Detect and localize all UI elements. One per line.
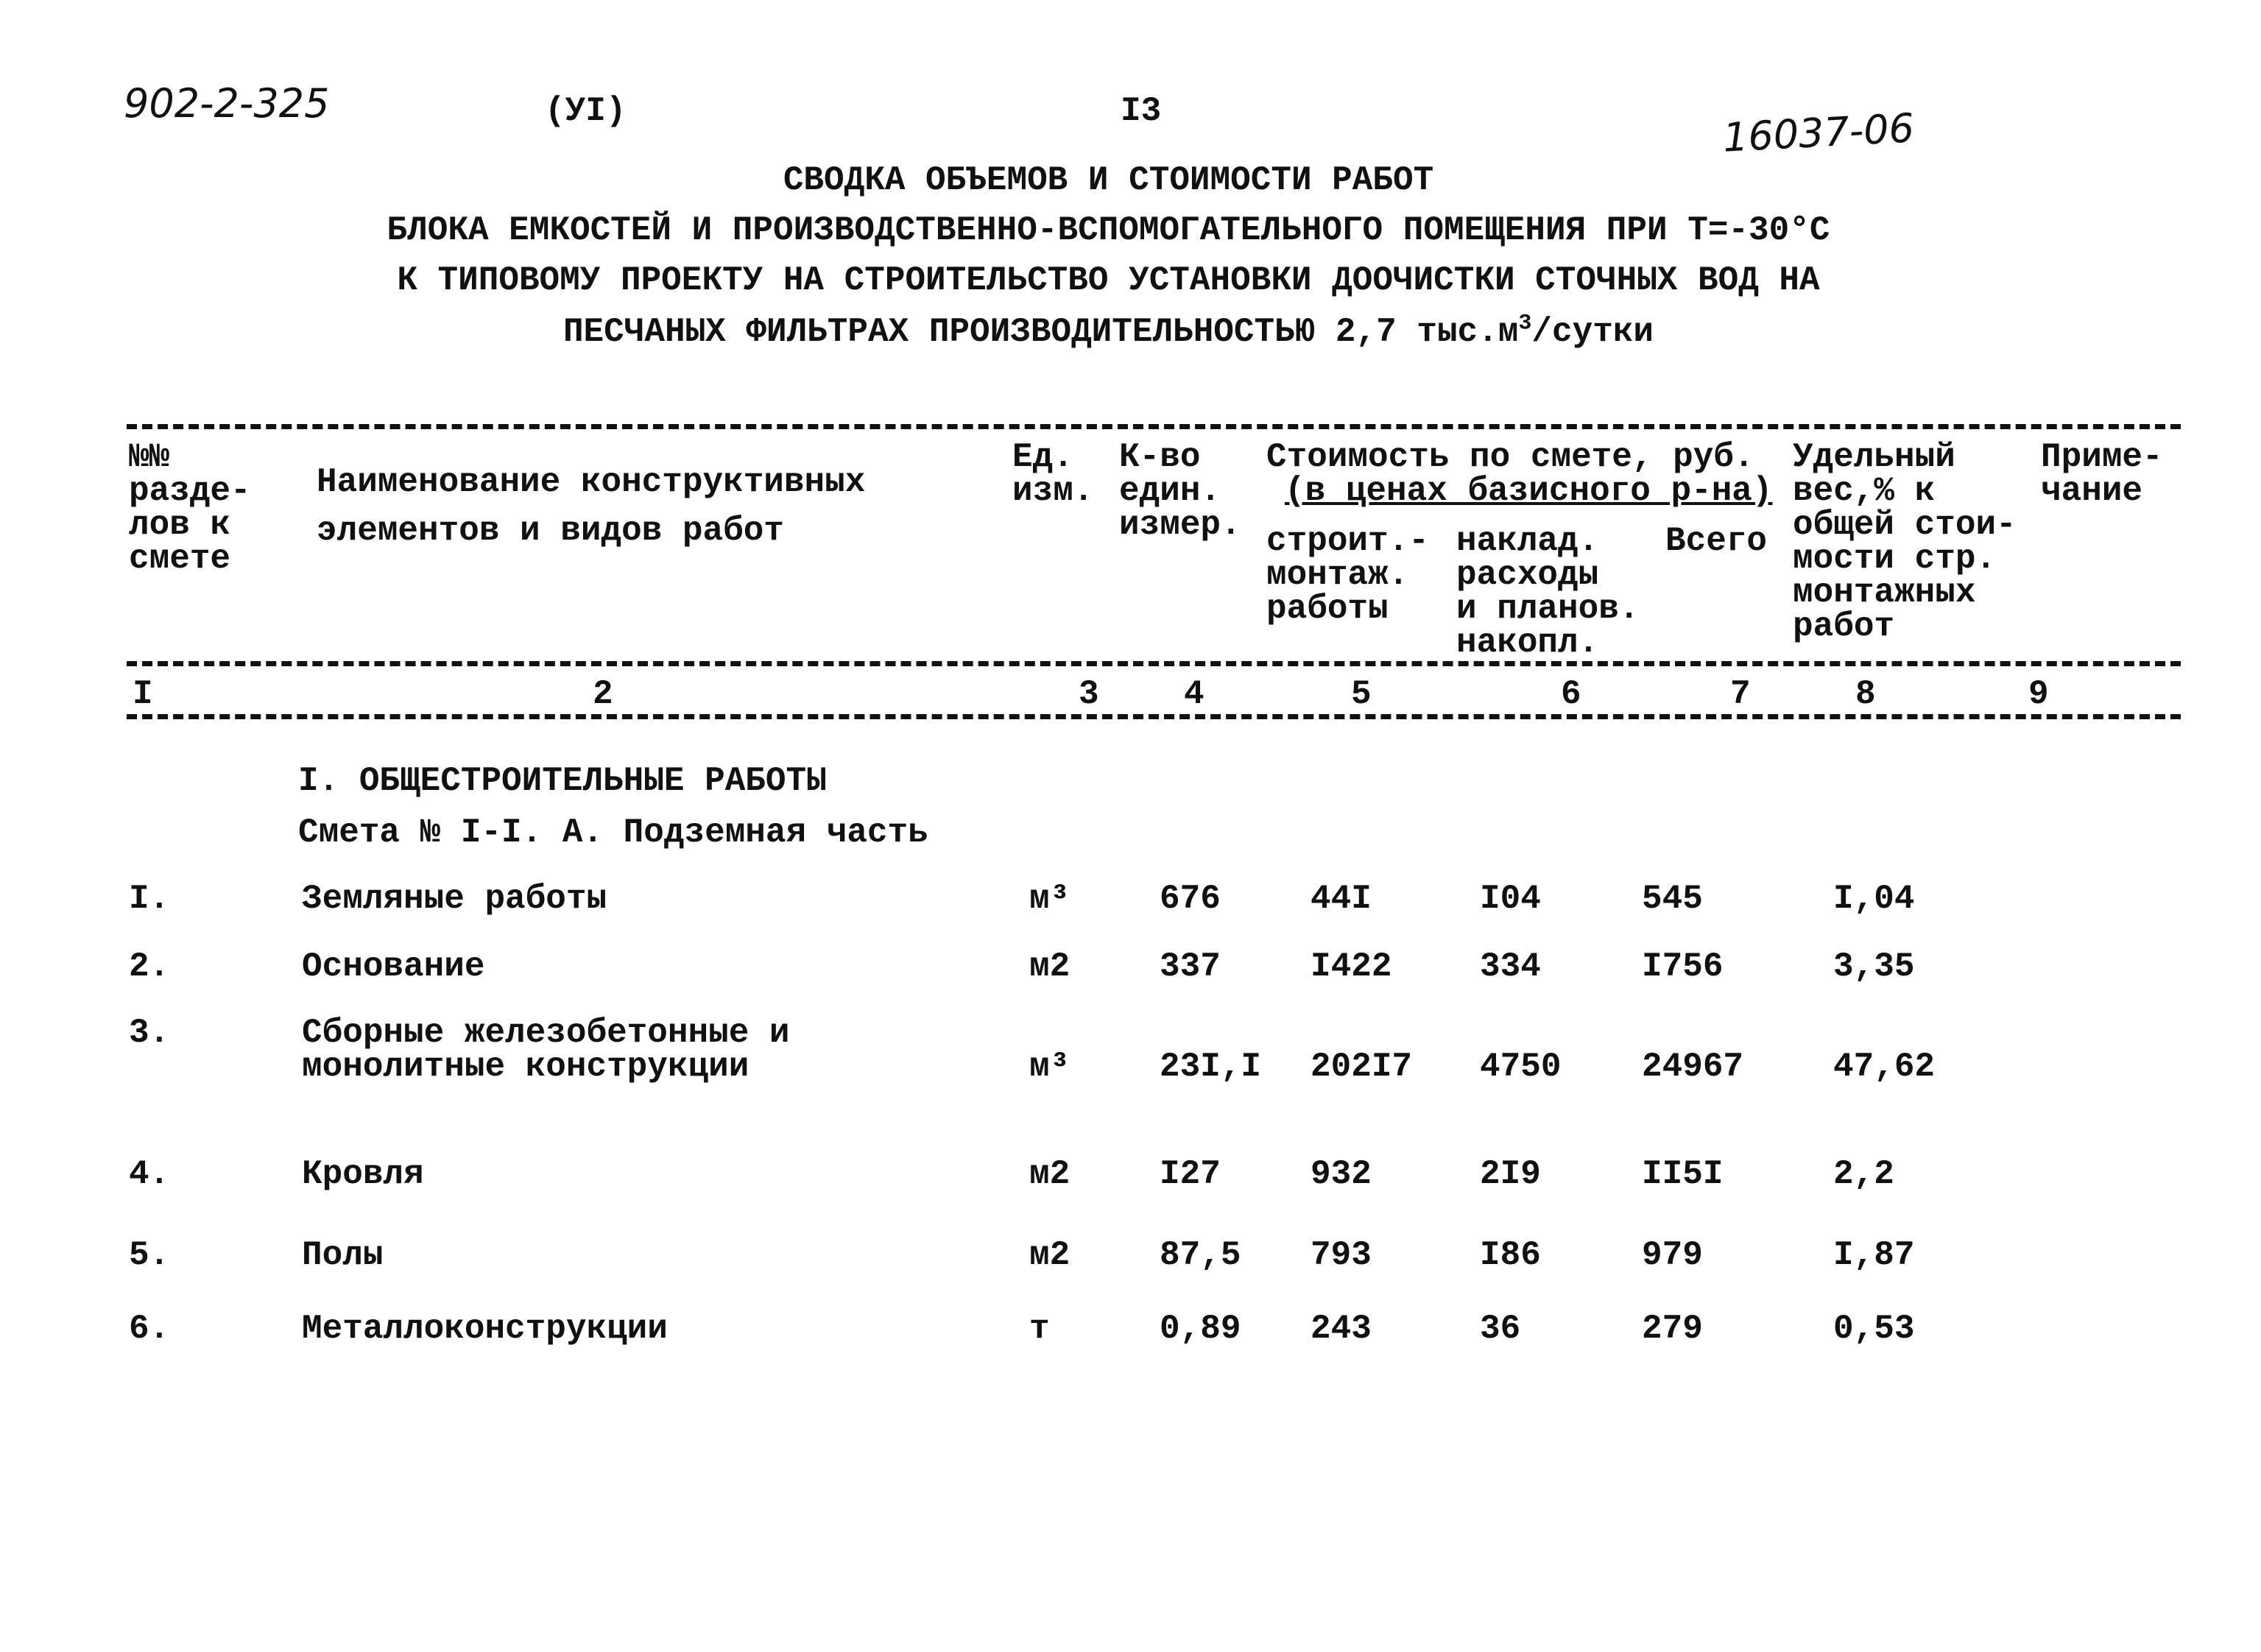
col-number: 7 <box>1730 675 1751 713</box>
cell-num: 2. <box>129 947 170 986</box>
cell-smr: 793 <box>1311 1236 1372 1274</box>
divider <box>127 661 2181 666</box>
cell-total: 545 <box>1642 880 1703 918</box>
divider <box>127 714 2181 719</box>
cell-name: Полы <box>302 1236 384 1274</box>
cell-name: Металлоконструкции <box>302 1310 668 1348</box>
cell-qty: 0,89 <box>1160 1310 1241 1348</box>
cell-total: II5I <box>1642 1155 1724 1193</box>
cell-smr: I422 <box>1311 947 1392 986</box>
cell-unit: м2 <box>1029 1236 1070 1274</box>
cell-overhead: I86 <box>1480 1236 1541 1274</box>
cell-overhead: 2I9 <box>1480 1155 1541 1193</box>
volume-label: (УI) <box>545 92 627 130</box>
cell-num: 6. <box>129 1310 170 1348</box>
cell-overhead: 36 <box>1480 1310 1521 1348</box>
cell-share: I,87 <box>1833 1236 1915 1274</box>
cell-num: 5. <box>129 1236 170 1274</box>
divider <box>127 424 2181 429</box>
cell-num: 4. <box>129 1155 170 1193</box>
col-number: 3 <box>1079 675 1099 713</box>
inventory-number: 16037-06 <box>1721 105 1916 161</box>
col-header-total: Всего <box>1665 522 1768 560</box>
cell-name: Кровля <box>302 1155 424 1193</box>
cell-overhead: 4750 <box>1480 1048 1562 1086</box>
cell-name: Основание <box>302 947 485 986</box>
col-header-qty: К-во един. измер. <box>1119 438 1241 544</box>
col-number: 8 <box>1855 675 1876 713</box>
title-line-2: БЛОКА ЕМКОСТЕЙ И ПРОИЗВОДСТВЕННО-ВСПОМОГАТЕЛЬНОГО ПОМЕЩЕНИЯ ПРИ Т=-30°С <box>387 211 1830 250</box>
section-title: I. ОБЩЕСТРОИТЕЛЬНЫЕ РАБОТЫ <box>298 762 827 800</box>
cell-overhead: 334 <box>1480 947 1541 986</box>
cell-smr: 243 <box>1311 1310 1372 1348</box>
col-header-cost-subgroup: (в ценах базисного р-на) <box>1285 472 1773 510</box>
col-header-section: №№ разде- лов к смете <box>129 438 251 578</box>
cell-total: 279 <box>1642 1310 1703 1348</box>
cell-share: 47,62 <box>1833 1048 1936 1086</box>
col-header-name: Наименование конструктивных элементов и видов работ <box>317 463 866 550</box>
title-line-4-text: ПЕСЧАНЫХ ФИЛЬТРАХ ПРОИЗВОДИТЕЛЬНОСТЬЮ 2,7 тыс.м <box>562 313 1519 351</box>
col-number: 2 <box>593 675 613 713</box>
cell-unit: м³ <box>1029 1048 1070 1086</box>
col-header-smr: строит.- монтаж. работы <box>1266 522 1429 628</box>
cell-qty: I27 <box>1160 1155 1221 1193</box>
cell-name: Земляные работы <box>302 880 607 918</box>
col-header-share: Удельный вес,% к общей стои- мости стр. монтажных работ <box>1793 438 2017 646</box>
col-number: 4 <box>1184 675 1204 713</box>
cell-smr: 932 <box>1311 1155 1372 1193</box>
col-header-overhead: наклад. расходы и планов. накопл. <box>1456 522 1640 662</box>
cell-total: 979 <box>1642 1236 1703 1274</box>
title-line-4 <box>0 311 2239 351</box>
cell-unit: м2 <box>1029 1155 1070 1193</box>
col-number: 6 <box>1561 675 1581 713</box>
cell-unit: м2 <box>1029 947 1070 986</box>
cell-qty: 676 <box>1160 880 1221 918</box>
cell-num: I. <box>129 880 170 918</box>
cell-share: I,04 <box>1833 880 1915 918</box>
col-header-note: Приме- чание <box>2041 438 2163 510</box>
cell-total: 24967 <box>1642 1048 1744 1086</box>
cell-smr: 202I7 <box>1311 1048 1413 1086</box>
page-number: I3 <box>1121 92 1162 130</box>
title-line-4-unit: /сутки <box>1531 313 1654 351</box>
cell-smr: 44I <box>1311 880 1372 918</box>
col-number: 9 <box>2028 675 2049 713</box>
col-header-unit: Ед. изм. <box>1012 438 1094 510</box>
section-subtitle: Смета № I-I. А. Подземная часть <box>298 813 928 852</box>
cell-name: Сборные железобетонные и монолитные конструкции <box>302 1014 790 1086</box>
title-line-1: СВОДКА ОБЪЕМОВ И СТОИМОСТИ РАБОТ <box>783 161 1434 200</box>
cell-qty: 337 <box>1160 947 1221 986</box>
col-number: 5 <box>1351 675 1372 713</box>
col-header-cost-group: Стоимость по смете, руб. <box>1266 438 1754 476</box>
cell-num: 3. <box>129 1014 170 1052</box>
cell-unit: т <box>1029 1310 1050 1348</box>
col-number: I <box>133 675 153 713</box>
doc-code: 902-2-325 <box>124 80 330 127</box>
cell-qty: 87,5 <box>1160 1236 1241 1274</box>
superscript: 3 <box>1518 311 1532 336</box>
cell-unit: м³ <box>1029 880 1070 918</box>
cell-share: 3,35 <box>1833 947 1915 986</box>
cell-share: 2,2 <box>1833 1155 1894 1193</box>
cell-qty: 23I,I <box>1160 1048 1262 1086</box>
cell-total: I756 <box>1642 947 1724 986</box>
cell-share: 0,53 <box>1833 1310 1915 1348</box>
cell-overhead: I04 <box>1480 880 1541 918</box>
title-line-3: К ТИПОВОМУ ПРОЕКТУ НА СТРОИТЕЛЬСТВО УСТАНОВКИ ДООЧИСТКИ СТОЧНЫХ ВОД НА <box>397 261 1820 300</box>
